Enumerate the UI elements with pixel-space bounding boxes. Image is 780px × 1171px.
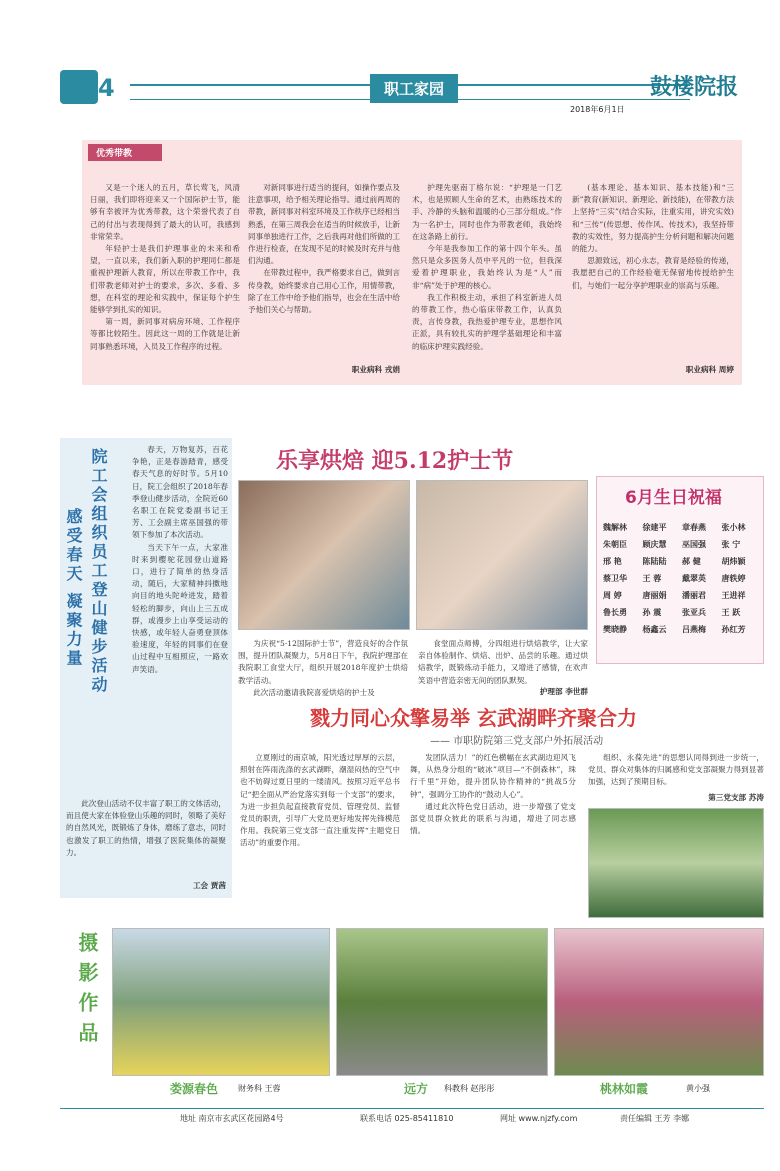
side-intro: 春天，万物复苏，百花争艳，正是春游踏青，感受春天气息的好时节。5月10日，院工会组织了2018年春季登山健步活动，全院近60名职工在院党委副书记王芳、工会副主席巫国强的带领下参加了本次活动。 当天下午一点，大家准时来到樱驼花园登山道路口，进行了简单的热身活动，随后，大家精神抖擞地向目的地头陀岭进发，踏着轻松的脚步，向山上三五成群，或漫步上山享受运动的快感，或年轻人奋勇登顶体验速度，年轻的同事们在登山过程中互相照应，一路欢声笑语。 [132, 445, 228, 674]
issue-date: 2018年6月1日 [570, 105, 625, 114]
photo-peach [554, 928, 764, 1076]
article1-sign1: 职业病科 戎娟 [351, 365, 400, 374]
birthday-name: 吕燕梅 [682, 625, 706, 634]
hike-col1: 立夏刚过的南京城，阳光透过厚厚的云层，照射在阵雨洗涤的玄武湖畔，潮湿闷热的空气中也不妨碍过夏日里的一缕清风。按照习近平总书记“把全面从严治党落实到每一个支部”的要求，为进一步担负起直接教育党员、管理党员、监督党员的职责，引导广大党员更好地发挥先锋模范作用。我院第三党支部一直注重发挥“主题党日活动”的重要作用。 [240, 753, 400, 848]
birthday-name: 徐建平 [642, 523, 667, 532]
birthday-name: 蔡卫华 [603, 574, 627, 583]
birthday-name: 周 婷 [603, 591, 622, 600]
birthday-name: 孙红芳 [721, 625, 746, 634]
birthday-name: 杨鑫云 [642, 625, 667, 634]
birthday-name: 唐轶婷 [721, 574, 746, 583]
baking-col1: 为庆祝“5·12国际护士节”，营造良好的合作氛围，提升团队凝聚力，5月8日下午，我院护理部在我院职工食堂大厅，组织开展2018年度护士烘焙教学活动。 此次活动邀请我院喜爱烘焙的护士及 [238, 639, 408, 697]
birthday-name: 朱朝臣 [603, 540, 627, 549]
birthday-name: 鲁长勇 [603, 608, 627, 617]
birthday-box [596, 476, 764, 664]
section-title: 职工家园 [370, 74, 458, 103]
footer-address: 地址 南京市玄武区花园路4号 [180, 1114, 284, 1123]
baking-title: 乐享烘焙 迎5.12护士节 [276, 448, 514, 474]
article1-sign2: 职业病科 周婷 [685, 365, 734, 374]
article1-col3: 护理先驱南丁格尔说：“护理是一门艺术，也是照顾人生命的艺术，由熟练技术的手、冷静的头脑和温暖的心三部分组成。”作为一名护士，同时也作为带教老师，我始终在这条路上前行。 今年是我参加工作的第十四个年头。虽然只是众多医务人员中平凡的一位，但我深爱着护理职业，我始终认为是“人”而非“病”处于护理的核心。 我工作积极主动，承担了科室新进人员的带教工作，热心临床带教工作，认真负责，言传身教，我热爱护理专业，思想作风正派，具有较扎实的护理学基础理论和丰富的临床护理实践经验。 [412, 183, 562, 351]
caption-3-author: 黄小强 [686, 1084, 710, 1093]
birthday-names [603, 519, 761, 638]
birthday-name: 章春燕 [682, 523, 706, 532]
birthday-row [603, 570, 761, 587]
birthday-name: 王 跃 [721, 608, 741, 617]
birthday-name: 张亚兵 [682, 608, 706, 617]
birthday-name: 郝 健 [682, 557, 701, 566]
hike-title: 戮力同心众擎易举 玄武湖畔齐聚合力 [310, 706, 637, 730]
baking-sign: 护理部 李世群 [539, 687, 588, 696]
article1-col2: 对新同事进行适当的提问，如操作要点及注意事项，给予相关理论指导。通过前两周的带教，新同事对科室环境及工作秩序已经相当熟悉，在第三周我会在适当的时候放手，让新同事单独进行工作，之后我再对他们所做的工作进行检查，在发现不足的时候及时充并与他们沟通。 在带教过程中，我严格要求自己，做到言传身教，始终要求自己用心工作，用情带教，除了在工作中给予他们指导，也会在生活中给予他们关心与帮助。 [248, 183, 400, 315]
birthday-name: 魏解林 [603, 523, 627, 532]
birthday-name: 戴翠英 [682, 574, 706, 583]
baking-photo-1 [238, 480, 410, 630]
birthday-row [603, 621, 761, 638]
birthday-name: 顾庆慧 [642, 540, 667, 549]
birthday-row [603, 536, 761, 553]
page-header [60, 70, 760, 114]
side-body: 此次登山活动不仅丰富了职工的文体活动，而且使大家在体验登山乐趣的同时，领略了美好的自然风光，既锻炼了身体，磨练了意志，同时也激发了职工的热情，增强了医院集体的凝聚力。 [66, 799, 226, 857]
photography-vertical-title: 摄影作品 [75, 932, 99, 1052]
side-article [60, 438, 232, 898]
caption-2-title: 远方 [404, 1082, 429, 1096]
side-sign: 工会 贾茜 [192, 881, 226, 890]
birthday-name: 张 宁 [721, 540, 741, 549]
baking-photo-2 [416, 480, 588, 630]
birthday-name: 陈陆陆 [642, 557, 667, 566]
birthday-name: 邢 艳 [603, 557, 622, 566]
birthday-name: 樊晓静 [603, 625, 627, 634]
masthead: 鼓楼院报 [650, 74, 739, 100]
birthday-name: 胡炜颖 [721, 557, 746, 566]
birthday-row [603, 587, 761, 604]
birthday-name: 孙 震 [642, 608, 662, 617]
baking-article [236, 438, 588, 698]
birthday-name: 王进祥 [721, 591, 746, 600]
birthday-row [603, 519, 761, 536]
hike-article [240, 700, 764, 920]
caption-2-author: 科教科 赵彤彤 [444, 1084, 495, 1093]
caption-3-title: 桃林如霞 [600, 1082, 649, 1096]
birthday-row [603, 553, 761, 570]
side-title-2: 感受春天 凝聚力量 [64, 508, 83, 669]
birthday-title: 6月生日祝福 [625, 488, 722, 508]
logo-icon [60, 70, 98, 104]
caption-1-title: 娄源春色 [170, 1082, 219, 1096]
page-number: 4 [98, 74, 115, 102]
caption-1-author: 财务科 王蓉 [238, 1084, 281, 1093]
birthday-name: 王 蓉 [642, 574, 662, 583]
photo-distance [336, 928, 548, 1076]
footer [60, 1108, 764, 1124]
footer-editor: 责任编辑 王芳 李娜 [620, 1114, 690, 1123]
hike-col2: 发团队活力！”的红色横幅在玄武湖边迎风飞舞，从热身分组的“破冰”项目—“不倒森林”，珠行千里”开始，提升团队协作精神的“挑战5分钟”，强调分工协作的“鼓动人心”。 通过此次特色党日活动，进一步增强了党支部党员群众彼此的联系与沟通，增进了同志感情。 [410, 753, 576, 836]
hike-col3: 组织、永葆先进”的思想认同得到进一步统一，党员、群众对集体的归属感和党支部凝聚力得到显著加强，达到了预期目标。 [588, 753, 764, 787]
hike-subtitle: —— 市职防院第三党支部户外拓展活动 [430, 736, 604, 747]
photography-section [60, 924, 764, 1102]
side-title-1: 院工会组织员工登山健步活动 [89, 448, 108, 695]
birthday-name: 唐丽娟 [642, 591, 667, 600]
birthday-name: 张小林 [721, 523, 746, 532]
birthday-name: 巫国强 [682, 540, 706, 549]
hike-photo [588, 808, 764, 918]
photo-spring [112, 928, 330, 1076]
baking-col2: 食堂面点师傅，分四组进行烘焙教学，让大家亲自体验制作、烘焙、出炉、品尝的乐趣。通过烘焙教学，既锻炼动手能力，又增进了感情，在欢声笑语中营造亲密无间的团队默契。 [418, 639, 588, 685]
hike-sign: 第三党支部 苏涛 [708, 793, 764, 802]
birthday-row [603, 604, 761, 621]
article1-col4: (基本理论、基本知识、基本技能)和“三新”教育(新知识、新理论、新技能)，在带教方法上坚持“三实”(结合实际，注重实用，讲究实效)和“三传”(传思想、传作风、传技术)，我坚持带教的实效性，努力提高护生分析问题和解决问题的能力。 思源致远，初心永志，教育是经验的传递，我愿把自己的工作经验毫无保留地传授给护生们，与她们一起分享护理职业的崇高与乐趣。 [572, 183, 734, 290]
excellent-teaching-section [82, 140, 742, 385]
birthday-name: 潘丽君 [682, 591, 706, 600]
footer-phone: 联系电话 025-85411810 [360, 1114, 454, 1123]
footer-website[interactable]: 网址 www.njzfy.com [500, 1114, 578, 1123]
section-tag: 优秀带教 [88, 144, 162, 161]
article1-col1: 又是一个迷人的五月，草长莺飞，风清日丽，我们即将迎来又一个国际护士节，能够有幸被评为优秀带教，这个荣誉代表了自己的付出与表现得到了最大的认可，我感到非常荣幸。 年轻护士是我们护理事业的未来和希望，一直以来，我们新入职的护理同仁都是重视护理新人教育，所以在带教工作中，我们带教老师对护士的要求，多次、多看、多想，在科室的理论和实践中，保证每个护生能够学到扎实的知识。 第一周，新同事对病房环境、工作程序等都比较陌生。因此这一周的工作就是让新同事熟悉环境，入员及工作程序的过程。 [90, 183, 240, 351]
